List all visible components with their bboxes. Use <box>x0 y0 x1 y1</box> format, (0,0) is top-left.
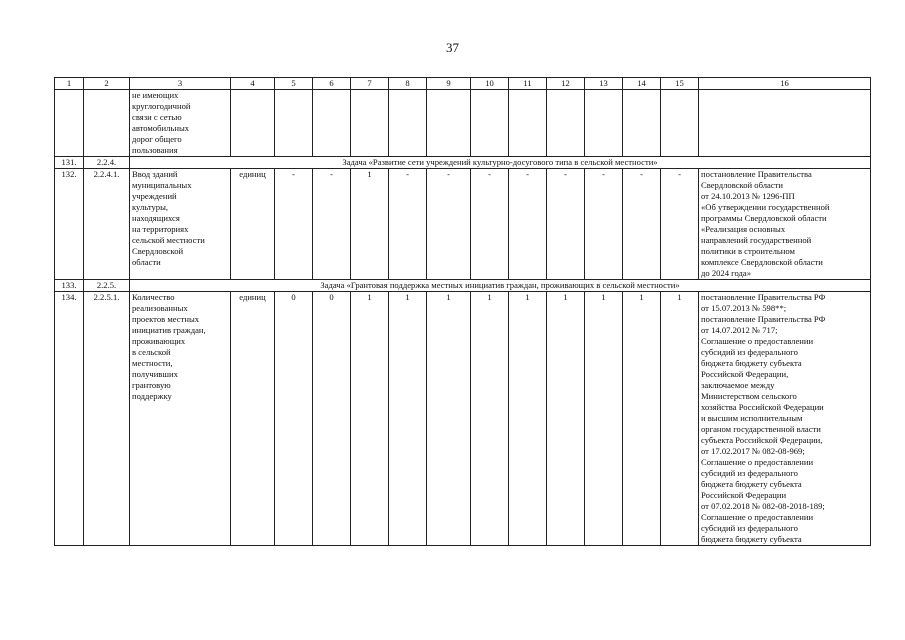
text-line: поддержку <box>132 391 172 401</box>
text-line: бюджета бюджету субъекта <box>701 534 802 544</box>
text-line: Соглашение о предоставлении <box>701 457 814 467</box>
value-cell: 1 <box>351 292 389 546</box>
table-row <box>55 169 871 280</box>
text-line: Количество <box>132 292 175 302</box>
value-cell: - <box>585 169 623 280</box>
text-line: сельской местности <box>132 235 205 245</box>
text-line: круглогодичной <box>132 101 191 111</box>
text-line: хозяйства Российской Федерации <box>701 402 824 412</box>
text-line: Соглашение о предоставлении <box>701 336 814 346</box>
text-line: от 07.02.2018 № 082-08-2018-189; <box>701 501 825 511</box>
value-cell: - <box>427 169 471 280</box>
row-number-cell <box>55 90 84 157</box>
indicator-name-cell <box>130 90 231 157</box>
value-cell: 0 <box>275 292 313 546</box>
unit-cell: единиц <box>231 292 275 546</box>
header-row <box>55 78 871 90</box>
text-line: постановление Правительства <box>701 169 812 179</box>
header-cell: 5 <box>275 78 313 90</box>
header-cell: 7 <box>351 78 389 90</box>
value-cell: - <box>547 169 585 280</box>
indicator-name-cell <box>130 169 231 280</box>
text-line: политики в строительном <box>701 246 795 256</box>
basis-cell <box>699 169 871 280</box>
text-line: муниципальных <box>132 180 192 190</box>
text-line: учреждений <box>132 191 177 201</box>
value-cell: 1 <box>547 292 585 546</box>
header-cell: 14 <box>623 78 661 90</box>
text-line: «Об утверждении государственной <box>701 202 830 212</box>
header-cell: 3 <box>130 78 231 90</box>
text-line: Российской Федерации <box>701 490 787 500</box>
text-line: бюджета бюджету субъекта <box>701 358 802 368</box>
value-cell: 1 <box>509 292 547 546</box>
value-cell: - <box>275 169 313 280</box>
text-line: Свердловской области <box>701 180 784 190</box>
value-cell: 1 <box>389 292 427 546</box>
table-row <box>55 90 871 157</box>
header-cell: 4 <box>231 78 275 90</box>
unit-cell: единиц <box>231 169 275 280</box>
text-line: области <box>132 257 161 267</box>
value-cell: - <box>661 169 699 280</box>
basis-cell <box>699 90 871 157</box>
indicators-table <box>54 77 871 546</box>
text-line: «Реализация основных <box>701 224 786 234</box>
task-title-cell: Задача «Грантовая поддержка местных инициатив граждан, проживающих в сельской местности» <box>130 280 871 292</box>
text-line: дорог общего <box>132 134 182 144</box>
text-line: не имеющих <box>132 90 179 100</box>
text-line: местности, <box>132 358 173 368</box>
text-line: до 2024 года» <box>701 268 751 278</box>
header-cell: 1 <box>55 78 84 90</box>
task-row <box>55 280 871 292</box>
value-cell: - <box>471 169 509 280</box>
header-cell: 6 <box>313 78 351 90</box>
text-line: комплексе Свердловской области <box>701 257 823 267</box>
text-line: в сельской <box>132 347 171 357</box>
page-number: 37 <box>446 40 459 55</box>
text-line: субсидий из федерального <box>701 523 798 533</box>
text-line: от 15.07.2013 № 598**; <box>701 303 787 313</box>
header-cell: 13 <box>585 78 623 90</box>
text-line: направлений государственной <box>701 235 812 245</box>
row-number-cell: 134. <box>55 292 84 546</box>
text-line: заключаемое между <box>701 380 775 390</box>
text-line: пользования <box>132 145 178 155</box>
header-cell: 10 <box>471 78 509 90</box>
task-row <box>55 157 871 169</box>
header-cell: 9 <box>427 78 471 90</box>
text-line: культуры, <box>132 202 169 212</box>
header-cell: 15 <box>661 78 699 90</box>
value-cell: 1 <box>351 169 389 280</box>
code-cell: 2.2.5.1. <box>84 292 130 546</box>
header-cell: 11 <box>509 78 547 90</box>
text-line: от 17.02.2017 № 082-08-969; <box>701 446 805 456</box>
text-line: органом государственной власти <box>701 424 821 434</box>
text-line: субсидий из федерального <box>701 347 798 357</box>
text-line: от 14.07.2012 № 717; <box>701 325 778 335</box>
row-number-cell: 133. <box>55 280 84 292</box>
text-line: проживающих <box>132 336 186 346</box>
text-line: на территориях <box>132 224 189 234</box>
header-cell: 2 <box>84 78 130 90</box>
text-line: Ввод зданий <box>132 169 178 179</box>
text-line: получивших <box>132 369 178 379</box>
value-cell: 1 <box>623 292 661 546</box>
value-cell: 1 <box>585 292 623 546</box>
indicator-name-cell <box>130 292 231 546</box>
code-cell: 2.2.4. <box>84 157 130 169</box>
value-cell: - <box>623 169 661 280</box>
task-title-cell: Задача «Развитие сети учреждений культурно-досугового типа в сельской местности» <box>130 157 871 169</box>
text-line: связи с сетью <box>132 112 182 122</box>
code-cell: 2.2.5. <box>84 280 130 292</box>
value-cell: - <box>509 169 547 280</box>
text-line: субсидий из федерального <box>701 468 798 478</box>
code-cell <box>84 90 130 157</box>
basis-cell <box>699 292 871 546</box>
header-cell: 8 <box>389 78 427 90</box>
value-cell: 1 <box>427 292 471 546</box>
value-cell: 0 <box>313 292 351 546</box>
text-line: Министерством сельского <box>701 391 797 401</box>
text-line: постановление Правительства РФ <box>701 314 826 324</box>
text-line: находящихся <box>132 213 180 223</box>
text-line: реализованных <box>132 303 188 313</box>
table-row <box>55 292 871 546</box>
text-line: инициатив граждан, <box>132 325 206 335</box>
text-line: от 24.10.2013 № 1296-ПП <box>701 191 795 201</box>
text-line: проектов местных <box>132 314 200 324</box>
text-line: программы Свердловской области <box>701 213 827 223</box>
text-line: Соглашение о предоставлении <box>701 512 814 522</box>
value-cell: 1 <box>661 292 699 546</box>
header-cell: 16 <box>699 78 871 90</box>
text-line: и высшим исполнительным <box>701 413 803 423</box>
text-line: постановление Правительства РФ <box>701 292 826 302</box>
value-cell: - <box>389 169 427 280</box>
row-number-cell: 132. <box>55 169 84 280</box>
row-number-cell: 131. <box>55 157 84 169</box>
text-line: грантовую <box>132 380 171 390</box>
text-line: бюджета бюджету субъекта <box>701 479 802 489</box>
value-cell: 1 <box>471 292 509 546</box>
text-line: автомобильных <box>132 123 190 133</box>
header-cell: 12 <box>547 78 585 90</box>
text-line: Свердловской <box>132 246 184 256</box>
text-line: субъекта Российской Федерации, <box>701 435 823 445</box>
code-cell: 2.2.4.1. <box>84 169 130 280</box>
value-cell: - <box>313 169 351 280</box>
text-line: Российской Федерации, <box>701 369 789 379</box>
